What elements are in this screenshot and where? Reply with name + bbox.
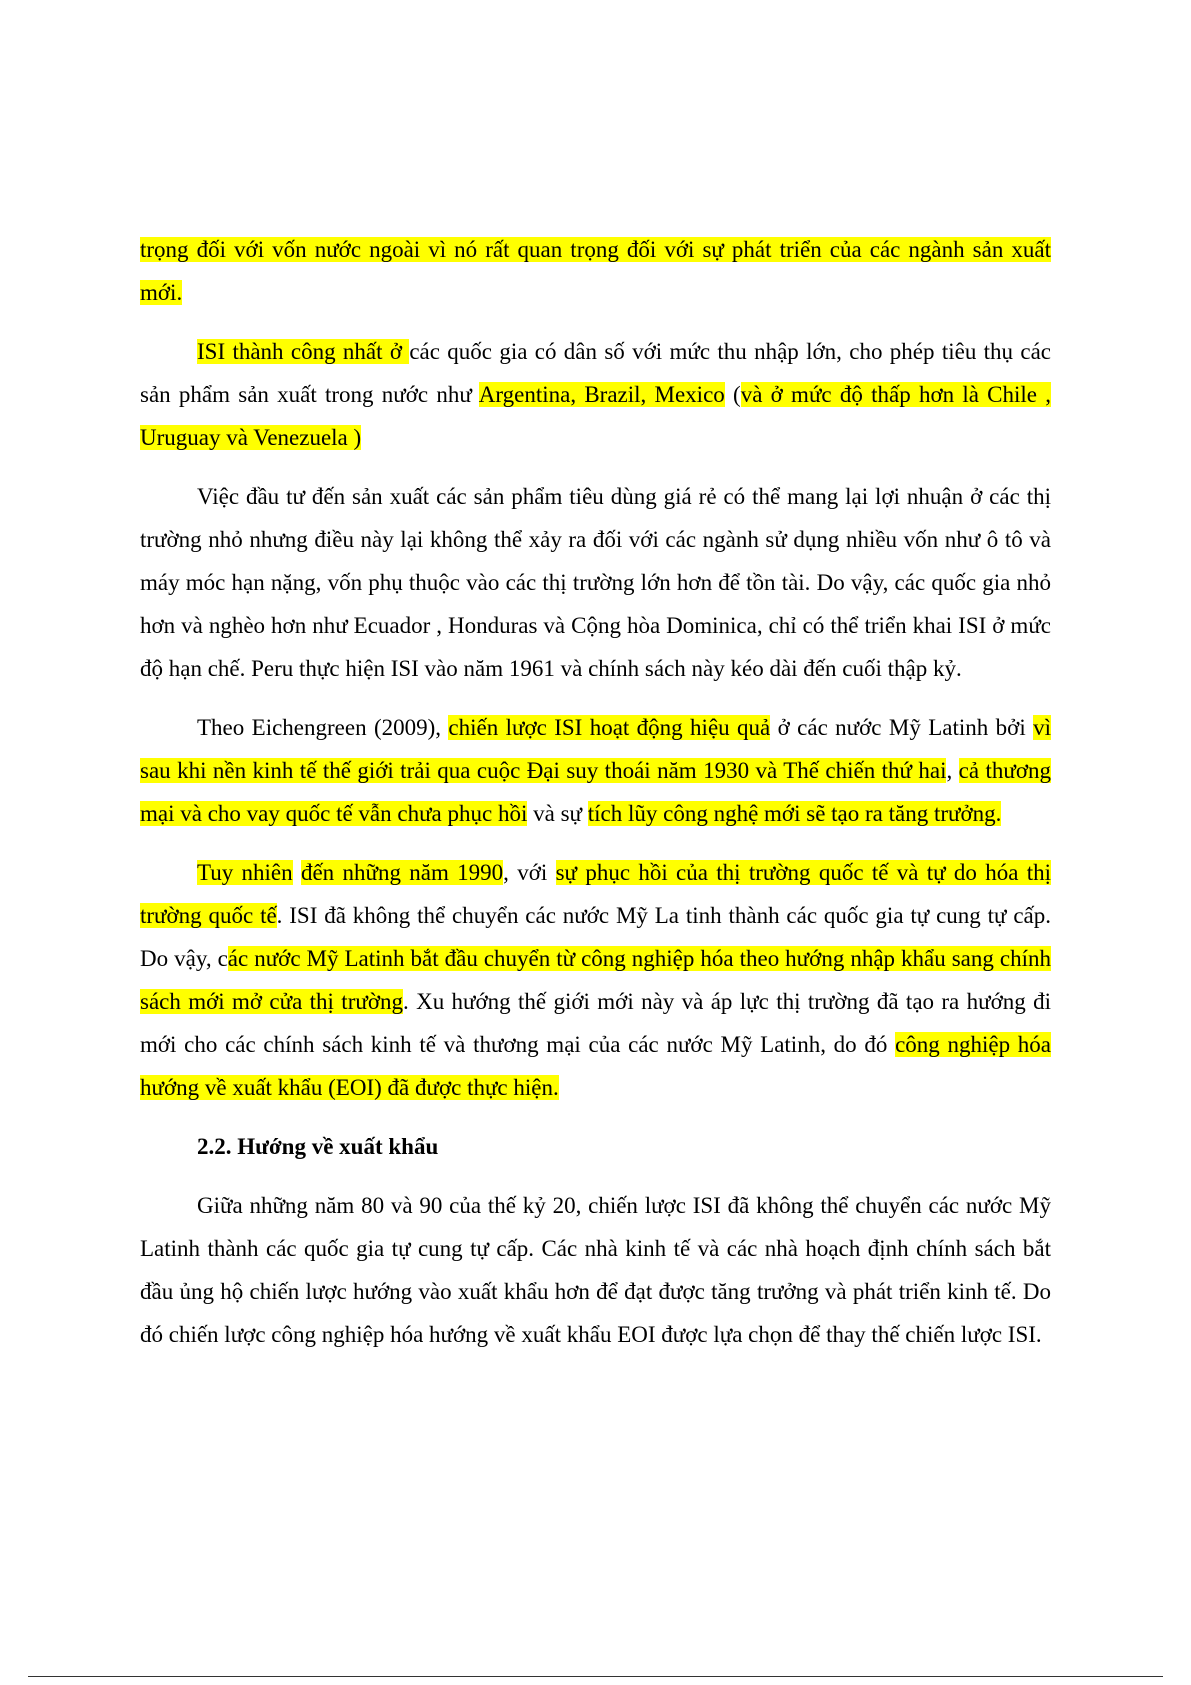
paragraph-p4 [140, 706, 1051, 835]
page-bottom-rule [28, 1676, 1163, 1677]
text-segment: , [946, 758, 959, 783]
text-segment: Việc đầu tư đến sản xuất các sản phẩm tiêu dùng giá rẻ có thể mang lại lợi nhuận ở các thị trường nhỏ nhưng điều này lại không thể xảy ra đối với các ngành sử dụng nhiều vốn như ô tô và máy móc hạn nặng, vốn phụ thuộc vào các thị trường lớn hơn để tồn tài. Do vậy, các quốc gia nhỏ hơn và nghèo hơn như Ecuador , Honduras và Cộng hòa Dominica, chỉ có thể triển khai ISI ở mức độ hạn chế. Peru thực hiện ISI vào năm 1961 và chính sách này kéo dài đến cuối thập kỷ. [140, 484, 1051, 681]
highlighted-text: vì sau khi nền kinh tế thế giới trải qua cuộc Đại suy thoái năm 1930 và Thế chiến thứ hai [140, 715, 1051, 783]
highlighted-text: ác nước Mỹ Latinh bắt đầu chuyển từ công nghiệp hóa theo hướng nhập khẩu sang chính sách mới mở cửa thị trường [140, 946, 1051, 1014]
highlighted-text: Argentina, Brazil, Mexico [478, 382, 725, 407]
highlighted-text: Tuy nhiên [197, 860, 293, 885]
text-segment: . Xu hướng thế giới mới này và áp lực thị trường đã tạo ra hướng đi mới cho các chính sách kinh tế và thương mại của các nước Mỹ Latinh, do đó [140, 989, 1051, 1057]
text-segment: , với [503, 860, 556, 885]
highlighted-text: cả thương mại và cho vay quốc tế vẫn chưa phục hồi [140, 758, 1052, 826]
paragraph-list [140, 228, 1051, 1109]
highlighted-text: trọng đối với vốn nước ngoài vì nó rất quan trọng đối với sự phát triển của các ngành sản xuất mới. [140, 237, 1051, 305]
highlighted-text: đến những năm 1990 [300, 860, 504, 885]
highlighted-text: ISI thành công nhất ở [197, 339, 410, 364]
highlighted-text: tích lũy công nghệ mới sẽ tạo ra tăng trưởng. [587, 801, 1002, 826]
text-segment: các quốc gia có dân số với mức thu nhập lớn, cho phép tiêu thụ các sản phẩm sản xuất trong nước như [140, 339, 1051, 407]
highlighted-text: sự phục hồi của thị trường quốc tế và tự do hóa thị trường quốc tế [140, 860, 1052, 928]
highlighted-text: chiến lược ISI hoạt động hiệu quả [448, 715, 771, 740]
paragraph-p2 [140, 330, 1051, 459]
paragraph-p5 [140, 851, 1051, 1109]
text-segment: . ISI đã không thể chuyển các nước Mỹ La tinh thành các quốc gia tự cung tự cấp. Do vậy, c [140, 903, 1051, 971]
highlighted-text: công nghiệp hóa hướng về xuất khẩu (EOI) đã được thực hiện. [140, 1032, 1051, 1100]
text-segment: ( [724, 382, 741, 407]
document-body [140, 228, 1051, 1372]
paragraph-p1 [140, 228, 1051, 314]
text-segment: ở các nước Mỹ Latinh bởi [770, 715, 1034, 740]
text-segment [293, 860, 301, 885]
final-paragraph: Giữa những năm 80 và 90 của thế kỷ 20, chiến lược ISI đã không thể chuyển các nước Mỹ Latinh thành các quốc gia tự cung tự cấp. Các nhà kinh tế và các nhà hoạch định chính sách bắt đầu ủng hộ chiến lược hướng vào xuất khẩu hơn để đạt được tăng trưởng và phát triển kinh tế. Do đó chiến lược công nghiệp hóa hướng về xuất khẩu EOI được lựa chọn để thay thế chiến lược ISI. [140, 1193, 1051, 1347]
text-segment: Theo Eichengreen (2009), [197, 715, 449, 740]
paragraph-p3 [140, 475, 1051, 690]
section-heading: 2.2. Hướng về xuất khẩu [197, 1134, 439, 1159]
text-segment: và sự [527, 801, 588, 826]
highlighted-text: và ở mức độ thấp hơn là Chile , Uruguay và Venezuela ) [140, 382, 1052, 450]
